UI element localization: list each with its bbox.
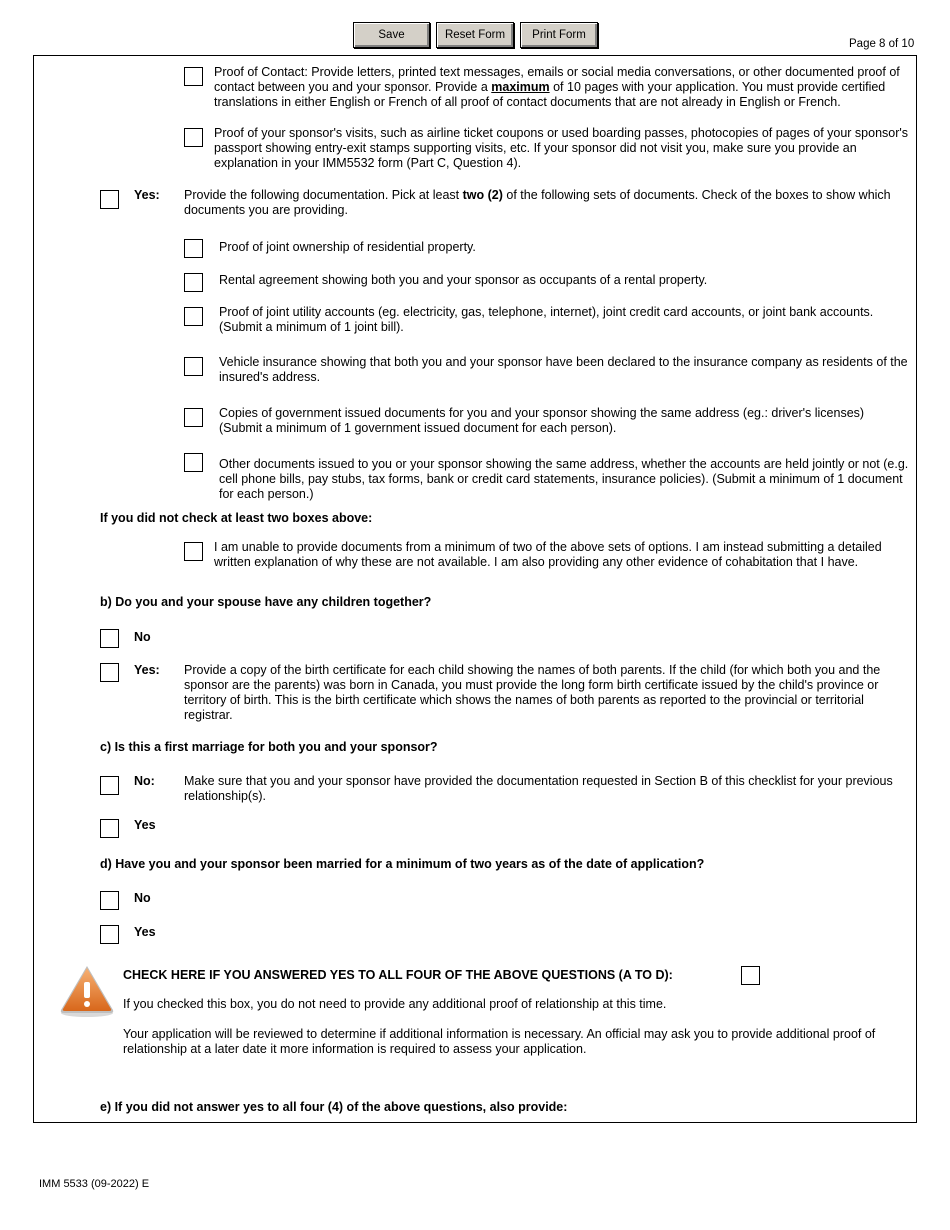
page-number: Page 8 of 10 — [849, 38, 915, 50]
doc-option-checkbox[interactable] — [184, 408, 203, 427]
check-all-heading: CHECK HERE IF YOU ANSWERED YES TO ALL FOUR OF THE ABOVE QUESTIONS (A TO D): — [123, 968, 673, 982]
q-b-no-checkbox[interactable] — [100, 629, 119, 648]
doc-option-checkbox[interactable] — [184, 307, 203, 326]
print-form-button[interactable]: Print Form — [520, 22, 598, 48]
doc-option-text: Copies of government issued documents for you and your sponsor showing the same address (eg.: driver's licenses) (Submit a minimum of 1 government issued document for each person). — [219, 406, 865, 435]
unable-text: I am unable to provide documents from a minimum of two of the above sets of options. I am instead submitting a detailed written explanation of why these are not available. I am also providing any other evidence of cohabitation that I have. — [214, 540, 882, 569]
q-b-yes-checkbox[interactable] — [100, 663, 119, 682]
q-d-no-label: No — [134, 891, 151, 905]
doc-option-checkbox[interactable] — [184, 239, 203, 258]
q-c-no-text: Make sure that you and your sponsor have provided the documentation requested in Section B of this checklist for your previous relationship(s). — [184, 774, 893, 803]
form-code: IMM 5533 (09-2022) E — [39, 1178, 150, 1190]
doc-option-checkbox[interactable] — [184, 453, 203, 472]
q-b-yes-label: Yes: — [134, 663, 160, 677]
proof-of-visits-text: Proof of your sponsor's visits, such as airline ticket coupons or used boarding passes, photocopies of pages of your sponsor's passport showing entry-exit stamps supporting visits, etc. If your sponsor did not visit you, make sure you provide an explanation in your IMM5532 form (Part C, Question 4). — [214, 126, 909, 170]
question-d: d) Have you and your sponsor been married for a minimum of two years as of the date of application? — [100, 857, 705, 871]
q-c-no-label: No: — [134, 774, 155, 788]
doc-option-checkbox[interactable] — [184, 273, 203, 292]
question-e: e) If you did not answer yes to all four (4) of the above questions, also provide: — [100, 1100, 568, 1114]
proof-of-visits-checkbox[interactable] — [184, 128, 203, 147]
reset-form-button[interactable]: Reset Form — [436, 22, 514, 48]
doc-option-text: Other documents issued to you or your sponsor showing the same address, whether the accounts are held jointly or not (e.g. cell phone bills, pay stubs, tax forms, bank or credit card statements, insurance policies). (Submit a minimum of 1 document for each person.) — [219, 457, 909, 501]
notice-line-1: If you checked this box, you do not need to provide any additional proof of relationship at this time. — [123, 997, 667, 1011]
q-c-no-checkbox[interactable] — [100, 776, 119, 795]
check-all-yes-checkbox[interactable] — [741, 966, 760, 985]
warning-icon — [58, 963, 116, 1018]
q-c-yes-checkbox[interactable] — [100, 819, 119, 838]
doc-option-checkbox[interactable] — [184, 357, 203, 376]
q-d-yes-checkbox[interactable] — [100, 925, 119, 944]
cohabitation-yes-checkbox[interactable] — [100, 190, 119, 209]
notice-line-2: Your application will be reviewed to determine if additional information is necessary. An official may ask you to provide additional proof of relationship at a later date it more information is required to assess your application. — [123, 1027, 876, 1056]
save-button[interactable]: Save — [353, 22, 430, 48]
q-d-no-checkbox[interactable] — [100, 891, 119, 910]
unable-checkbox[interactable] — [184, 542, 203, 561]
doc-option-text: Proof of joint utility accounts (eg. electricity, gas, telephone, internet), joint credit card accounts, or joint bank accounts. (Submit a minimum of 1 joint bill). — [219, 305, 874, 334]
doc-option-text: Proof of joint ownership of residential property. — [219, 240, 476, 254]
cohabitation-yes-label: Yes: — [134, 188, 160, 202]
q-d-yes-label: Yes — [134, 925, 156, 939]
question-b: b) Do you and your spouse have any children together? — [100, 595, 432, 609]
q-c-yes-label: Yes — [134, 818, 156, 832]
doc-option-text: Rental agreement showing both you and your sponsor as occupants of a rental property. — [219, 273, 708, 287]
cohabitation-yes-text: Provide the following documentation. Pick at least two (2) of the following sets of documents. Check of the boxes to show which documents you are providing. — [184, 188, 891, 217]
q-b-no-label: No — [134, 630, 151, 644]
proof-of-contact-text: Proof of Contact: Provide letters, printed text messages, emails or social media conversations, or other documented proof of contact between you and your sponsor. Provide a maximum of 10 pages with your application. You must provide certified translations in either English or French of all proof of contact documents that are not already in English or French. — [214, 65, 900, 109]
proof-of-contact-checkbox[interactable] — [184, 67, 203, 86]
doc-option-text: Vehicle insurance showing that both you and your sponsor have been declared to the insurance company as residents of the insured's address. — [219, 355, 908, 384]
q-b-yes-text: Provide a copy of the birth certificate for each child showing the names of both parents. If the child (for which both you and the sponsor are the parents) was born in Canada, you must provide the long form birth certificate issued by the child's province or territory of birth. This is the birth certificate which shows the names of both parents as reported to the provincial or territorial registrar. — [184, 663, 881, 722]
question-c: c) Is this a first marriage for both you and your sponsor? — [100, 740, 438, 754]
not-two-heading: If you did not check at least two boxes above: — [100, 511, 373, 525]
